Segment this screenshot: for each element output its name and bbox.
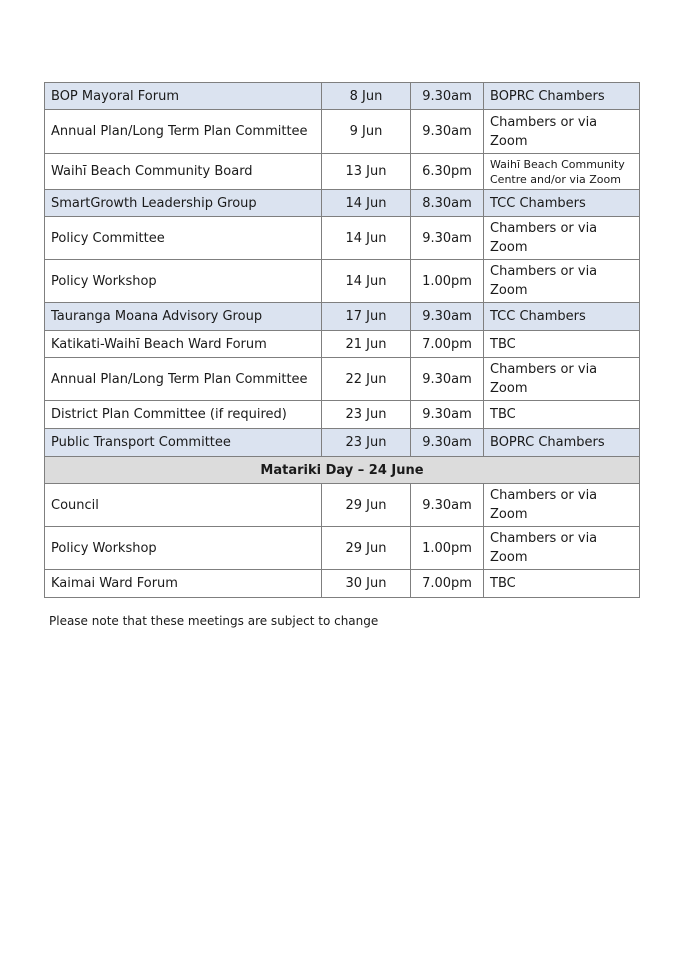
- meeting-location: TBC: [484, 570, 640, 598]
- meeting-name: Policy Workshop: [45, 527, 322, 570]
- meeting-location: Chambers or via Zoom: [484, 484, 640, 527]
- meeting-row: [45, 484, 640, 527]
- schedule-change-note: Please note that these meetings are subject to change: [49, 614, 379, 628]
- meeting-location: BOPRC Chambers: [484, 83, 640, 110]
- meeting-row: [45, 190, 640, 217]
- meeting-name: BOP Mayoral Forum: [45, 83, 322, 110]
- meeting-location: TCC Chambers: [484, 303, 640, 331]
- meeting-date: 29 Jun: [322, 484, 411, 527]
- meeting-date: 23 Jun: [322, 429, 411, 457]
- meeting-location: Chambers or via Zoom: [484, 217, 640, 260]
- meeting-date: 8 Jun: [322, 83, 411, 110]
- meeting-date: 30 Jun: [322, 570, 411, 598]
- meeting-row: [45, 429, 640, 457]
- meeting-location: Chambers or via Zoom: [484, 110, 640, 154]
- meeting-time: 9.30am: [411, 217, 484, 260]
- holiday-row: [45, 457, 640, 484]
- meeting-date: 21 Jun: [322, 331, 411, 358]
- meeting-time: 9.30am: [411, 358, 484, 401]
- meeting-name: Annual Plan/Long Term Plan Committee: [45, 358, 322, 401]
- meeting-row: [45, 358, 640, 401]
- meeting-time: 6.30pm: [411, 154, 484, 190]
- meeting-name: Katikati-Waihī Beach Ward Forum: [45, 331, 322, 358]
- meeting-row: [45, 217, 640, 260]
- meeting-time: 9.30am: [411, 429, 484, 457]
- meeting-row: [45, 110, 640, 154]
- meeting-name: Policy Workshop: [45, 260, 322, 303]
- meeting-location: Waihī Beach Community Centre and/or via Zoom: [484, 154, 640, 190]
- meeting-row: [45, 527, 640, 570]
- meeting-location: Chambers or via Zoom: [484, 358, 640, 401]
- meeting-location: BOPRC Chambers: [484, 429, 640, 457]
- meeting-row: [45, 331, 640, 358]
- meeting-row: [45, 83, 640, 110]
- meeting-time: 9.30am: [411, 484, 484, 527]
- meeting-date: 14 Jun: [322, 260, 411, 303]
- meeting-time: 1.00pm: [411, 527, 484, 570]
- meeting-location: Chambers or via Zoom: [484, 527, 640, 570]
- meeting-time: 7.00pm: [411, 331, 484, 358]
- meeting-date: 14 Jun: [322, 190, 411, 217]
- meeting-time: 7.00pm: [411, 570, 484, 598]
- meeting-date: 9 Jun: [322, 110, 411, 154]
- meeting-name: District Plan Committee (if required): [45, 401, 322, 429]
- holiday-label: Matariki Day – 24 June: [45, 457, 640, 484]
- meeting-name: Annual Plan/Long Term Plan Committee: [45, 110, 322, 154]
- meeting-name: Tauranga Moana Advisory Group: [45, 303, 322, 331]
- meeting-time: 9.30am: [411, 401, 484, 429]
- meeting-date: 22 Jun: [322, 358, 411, 401]
- meeting-location: TBC: [484, 401, 640, 429]
- meeting-name: Kaimai Ward Forum: [45, 570, 322, 598]
- meeting-time: 8.30am: [411, 190, 484, 217]
- meeting-location: TCC Chambers: [484, 190, 640, 217]
- meeting-time: 9.30am: [411, 83, 484, 110]
- meeting-name: SmartGrowth Leadership Group: [45, 190, 322, 217]
- meeting-location: Chambers or via Zoom: [484, 260, 640, 303]
- meeting-row: [45, 570, 640, 598]
- meeting-date: 17 Jun: [322, 303, 411, 331]
- meeting-name: Policy Committee: [45, 217, 322, 260]
- meeting-name: Council: [45, 484, 322, 527]
- meeting-row: [45, 260, 640, 303]
- meeting-date: 23 Jun: [322, 401, 411, 429]
- meeting-row: [45, 303, 640, 331]
- meeting-time: 9.30am: [411, 110, 484, 154]
- meeting-date: 29 Jun: [322, 527, 411, 570]
- meeting-row: [45, 401, 640, 429]
- meeting-date: 14 Jun: [322, 217, 411, 260]
- meeting-name: Waihī Beach Community Board: [45, 154, 322, 190]
- meeting-time: 9.30am: [411, 303, 484, 331]
- meeting-time: 1.00pm: [411, 260, 484, 303]
- meeting-date: 13 Jun: [322, 154, 411, 190]
- meeting-name: Public Transport Committee: [45, 429, 322, 457]
- meeting-location: TBC: [484, 331, 640, 358]
- meeting-row: [45, 154, 640, 190]
- meeting-schedule-table: [44, 82, 640, 598]
